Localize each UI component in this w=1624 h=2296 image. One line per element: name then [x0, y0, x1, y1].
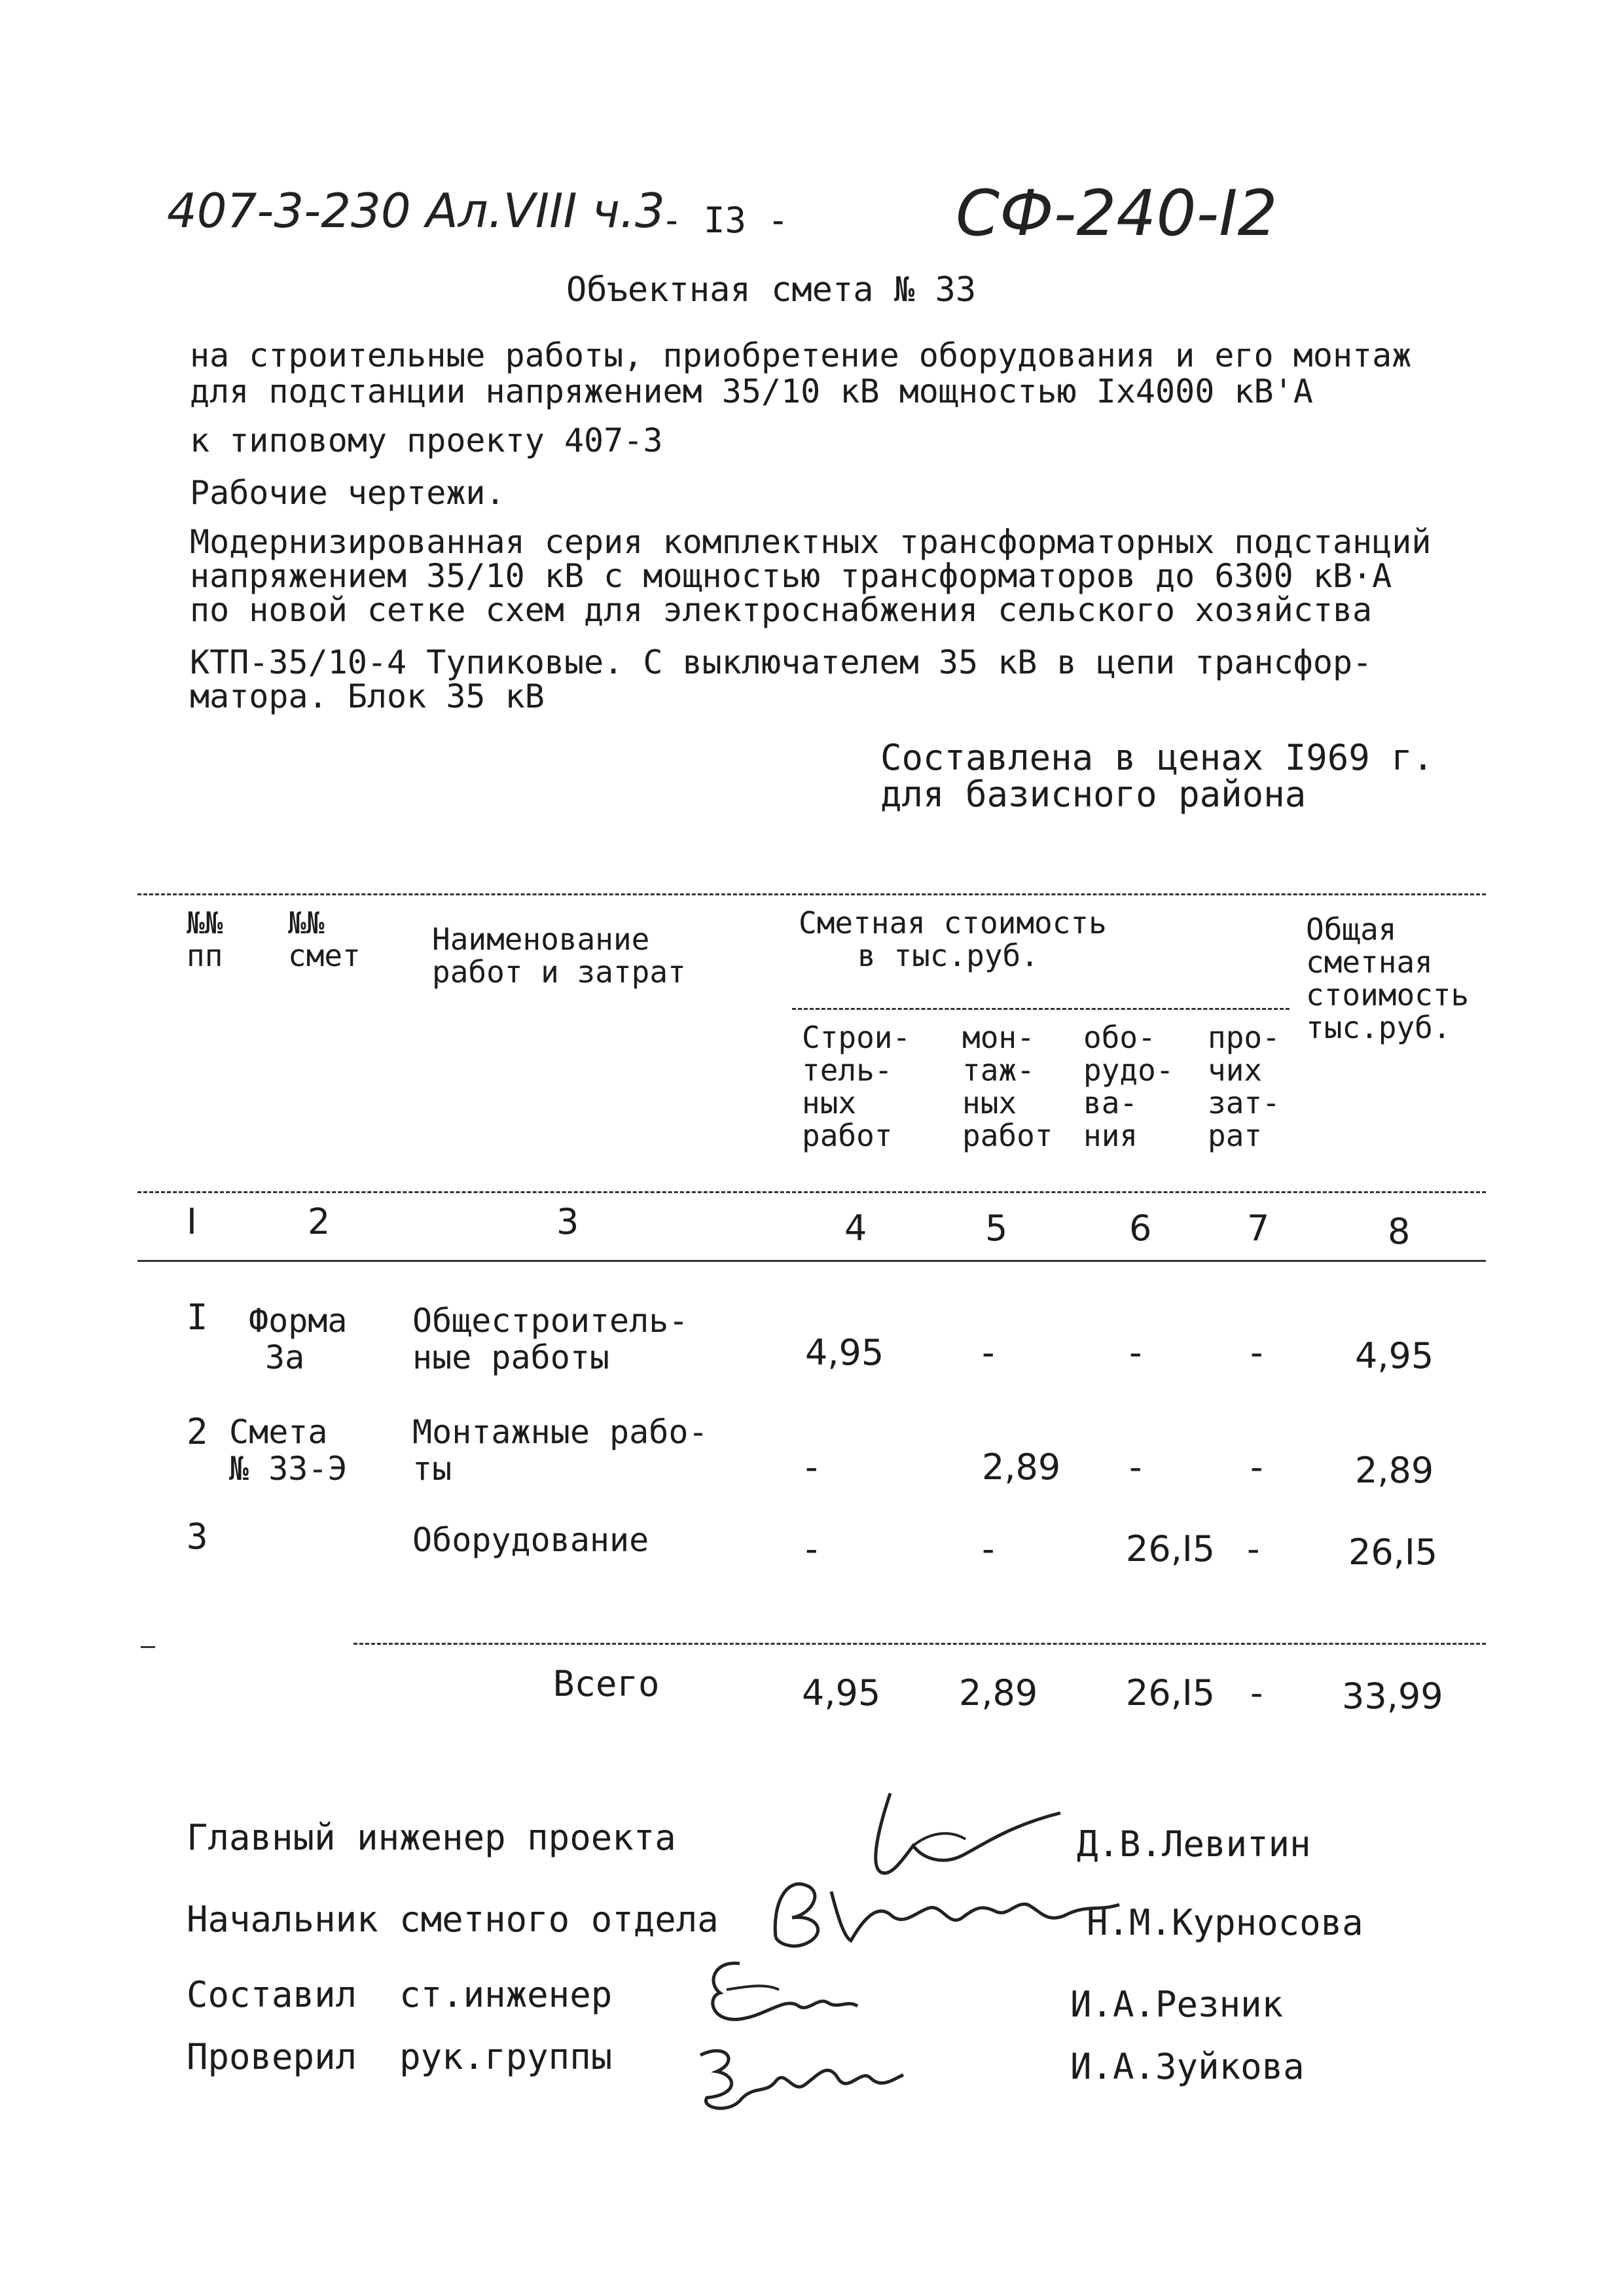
signature-role-4: Проверил рук.группы — [187, 2036, 613, 2077]
column-number-7: 7 — [1247, 1208, 1270, 1249]
signature-name-1: Д.В.Левитин — [1077, 1823, 1311, 1865]
signature-name-2: Н.М.Курносова — [1087, 1902, 1363, 1943]
column-number-8: 8 — [1388, 1211, 1411, 1252]
prices-note-line-1: Составлена в ценах I969 г. — [880, 737, 1434, 778]
total-c8: 33,99 — [1342, 1676, 1443, 1717]
signature-role-3: Составил ст.инженер — [187, 1974, 613, 2015]
header-col-8: Общая сметная стоимость тыс.руб. — [1306, 912, 1470, 1045]
table-row-3-c4: - — [805, 1528, 818, 1570]
header-col-3: Наименование работ и затрат — [432, 922, 686, 990]
table-row-1-c7: - — [1250, 1332, 1263, 1373]
table-row-1-smeta: Форма 3а — [249, 1302, 348, 1376]
column-numbers-rule — [137, 1260, 1486, 1262]
header-group: Сметная стоимость в тыс.руб. — [799, 905, 1107, 973]
table-row-2-c8: 2,89 — [1355, 1450, 1434, 1491]
margin-mark — [141, 1646, 155, 1648]
signature-name-3: И.А.Резник — [1070, 1984, 1284, 2025]
total-label: Всего — [553, 1663, 660, 1704]
description-line-2: напряжением 35/10 кВ с мощностью трансформаторов до 6300 кВ·А — [190, 557, 1392, 595]
subtitle-line-1: на строительные работы, приобретение оборудования и его монтаж — [190, 336, 1412, 374]
subtitle-line-2: для подстанции напряжением 35/10 кВ мощностью Iх4000 кВ'А — [190, 372, 1313, 410]
table-row-1-no: I — [187, 1297, 208, 1338]
total-c6: 26,I5 — [1126, 1672, 1216, 1713]
header-col-6: обо- рудо- ва- ния — [1083, 1020, 1174, 1153]
stage-label: Рабочие чертежи. — [190, 474, 505, 512]
column-number-3: 3 — [556, 1201, 579, 1242]
page-title: Объектная смета № 33 — [566, 270, 977, 310]
table-row-2-c7: - — [1250, 1446, 1263, 1488]
table-row-1-c8: 4,95 — [1355, 1335, 1434, 1376]
table-row-3-no: 3 — [187, 1516, 208, 1557]
table-row-1-c6: - — [1129, 1332, 1142, 1373]
table-row-2-smeta: Смета № 33-Э — [229, 1413, 348, 1488]
document-code: 407-3-230 Ал.VIII ч.3 — [167, 183, 665, 238]
page-number: - I3 - — [661, 200, 789, 241]
table-row-3-name: Оборудование — [412, 1521, 649, 1559]
column-number-5: 5 — [985, 1208, 1008, 1249]
column-number-2: 2 — [308, 1201, 331, 1242]
header-col-2: №№ смет — [288, 905, 361, 973]
signature-role-2: Начальник сметного отдела — [187, 1899, 719, 1940]
table-row-3-c5: - — [982, 1528, 995, 1570]
total-c4: 4,95 — [802, 1672, 881, 1713]
description-line-4: КТП-35/10-4 Тупиковые. С выключателем 35 кВ в цепи трансфор- — [190, 643, 1373, 681]
prices-note-line-2: для базисного района — [880, 774, 1307, 815]
table-row-1-name: Общестроитель- ные работы — [412, 1302, 689, 1376]
sheet-code: СФ-240-I2 — [956, 177, 1278, 250]
table-row-2-c6: - — [1129, 1446, 1142, 1488]
signature-name-4: И.А.Зуйкова — [1070, 2046, 1305, 2087]
column-number-6: 6 — [1129, 1208, 1152, 1249]
description-line-5: матора. Блок 35 кВ — [190, 677, 545, 715]
table-row-1-c5: - — [982, 1332, 995, 1373]
table-row-2-c5: 2,89 — [982, 1446, 1061, 1488]
header-col-1: №№ пп — [187, 905, 223, 973]
description-line-1: Модернизированная серия комплектных трансформаторных подстанций — [190, 523, 1432, 561]
signature-role-1: Главный инженер проекта — [187, 1817, 676, 1858]
table-row-3-c7: - — [1247, 1528, 1260, 1570]
project-reference: к типовому проекту 407-3 — [190, 422, 663, 459]
signature-zuikova — [681, 2022, 916, 2130]
table-row-3-c8: 26,I5 — [1348, 1532, 1438, 1573]
table-row-3-c6: 26,I5 — [1126, 1528, 1216, 1570]
table-row-1-c4: 4,95 — [805, 1332, 884, 1373]
total-c5: 2,89 — [959, 1672, 1038, 1713]
header-col-7: про- чих зат- рат — [1208, 1020, 1280, 1153]
total-c7: - — [1250, 1672, 1263, 1713]
table-top-rule — [137, 893, 1486, 895]
total-rule — [353, 1643, 1486, 1645]
group-header-rule — [792, 1008, 1290, 1010]
table-row-2-c4: - — [805, 1446, 818, 1488]
column-number-4: 4 — [844, 1208, 867, 1249]
description-line-3: по новой сетке схем для электроснабжения сельского хозяйства — [190, 591, 1373, 629]
column-number-1: I — [187, 1201, 197, 1242]
header-col-5: мон- таж- ных работ — [962, 1020, 1053, 1153]
header-col-4: Строи- тель- ных работ — [802, 1020, 911, 1153]
table-row-2-no: 2 — [187, 1411, 208, 1452]
table-row-2-name: Монтажные рабо- ты — [412, 1413, 708, 1488]
header-bottom-rule — [137, 1191, 1486, 1193]
